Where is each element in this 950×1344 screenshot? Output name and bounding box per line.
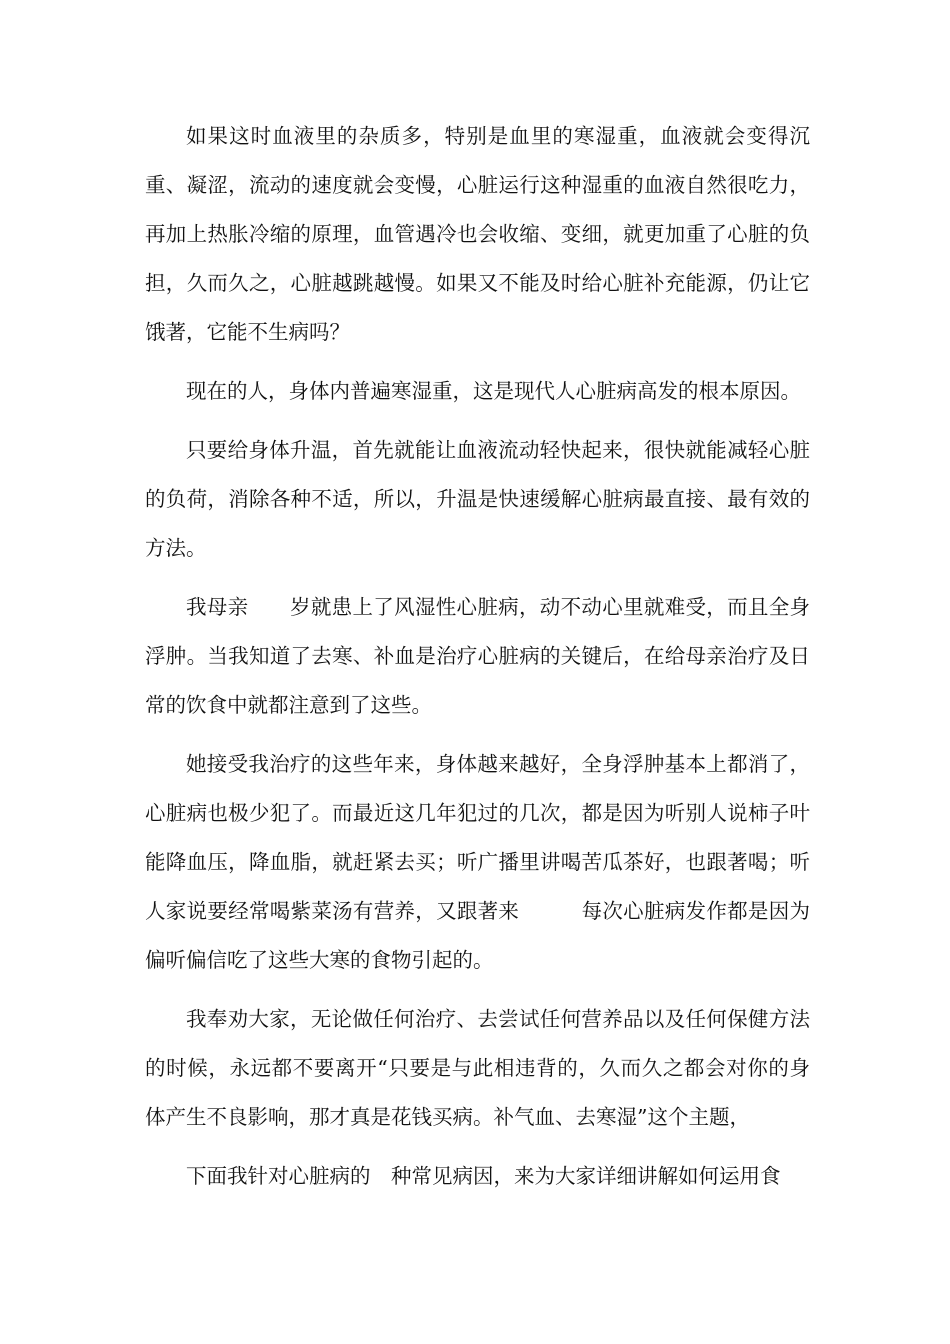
paragraph-6: 我奉劝大家，无论做任何治疗、去尝试任何营养品以及任何保健方法的时候，永远都不要离开“只要是与此相违背的，久而久之都会对你的身体产生不良影响，那才真是花钱买病。补气血、去寒湿”这个主题， — [145, 1007, 810, 1129]
paragraph-7: 下面我针对心脏病的 种常见病因，来为大家详细讲解如何运用食 — [186, 1164, 781, 1188]
paragraph-1: 如果这时血液里的杂质多，特别是血里的寒湿重，血液就会变得沉重、凝涩，流动的速度就会变慢，心脏运行这种湿重的血液自然很吃力，再加上热胀冷缩的原理，血管遇冷也会收缩、变细，就更加重了心脏的负担，久而久之，心脏越跳越慢。如果又不能及时给心脏补充能源，仍让它饿著，它能不生病吗？ — [145, 124, 810, 344]
paragraph-3: 只要给身体升温，首先就能让血液流动轻快起来，很快就能减轻心脏的负荷，消除各种不适，所以，升温是快速缓解心脏病最直接、最有效的方法。 — [145, 438, 810, 560]
document-page — [145, 112, 810, 1211]
paragraph-5: 她接受我治疗的这些年来，身体越来越好，全身浮肿基本上都消了，心脏病也极少犯了。而最近这几年犯过的几次，都是因为听别人说柿子叶能降血压，降血脂，就赶紧去买；听广播里讲喝苦瓜茶好，也跟著喝；听人家说要经常喝紫菜汤有营养，又跟著来 每次心脏病发作都是因为偏听偏信吃了这些大寒的食物引起的。 — [145, 752, 810, 972]
paragraph-4: 我母亲 岁就患上了风湿性心脏病，动不动心里就难受，而且全身浮肿。当我知道了去寒、补血是治疗心脏病的关键后，在给母亲治疗及日常的饮食中就都注意到了这些。 — [145, 595, 810, 717]
paragraph-2: 现在的人，身体内普遍寒湿重，这是现代人心脏病高发的根本原因。 — [186, 379, 801, 403]
